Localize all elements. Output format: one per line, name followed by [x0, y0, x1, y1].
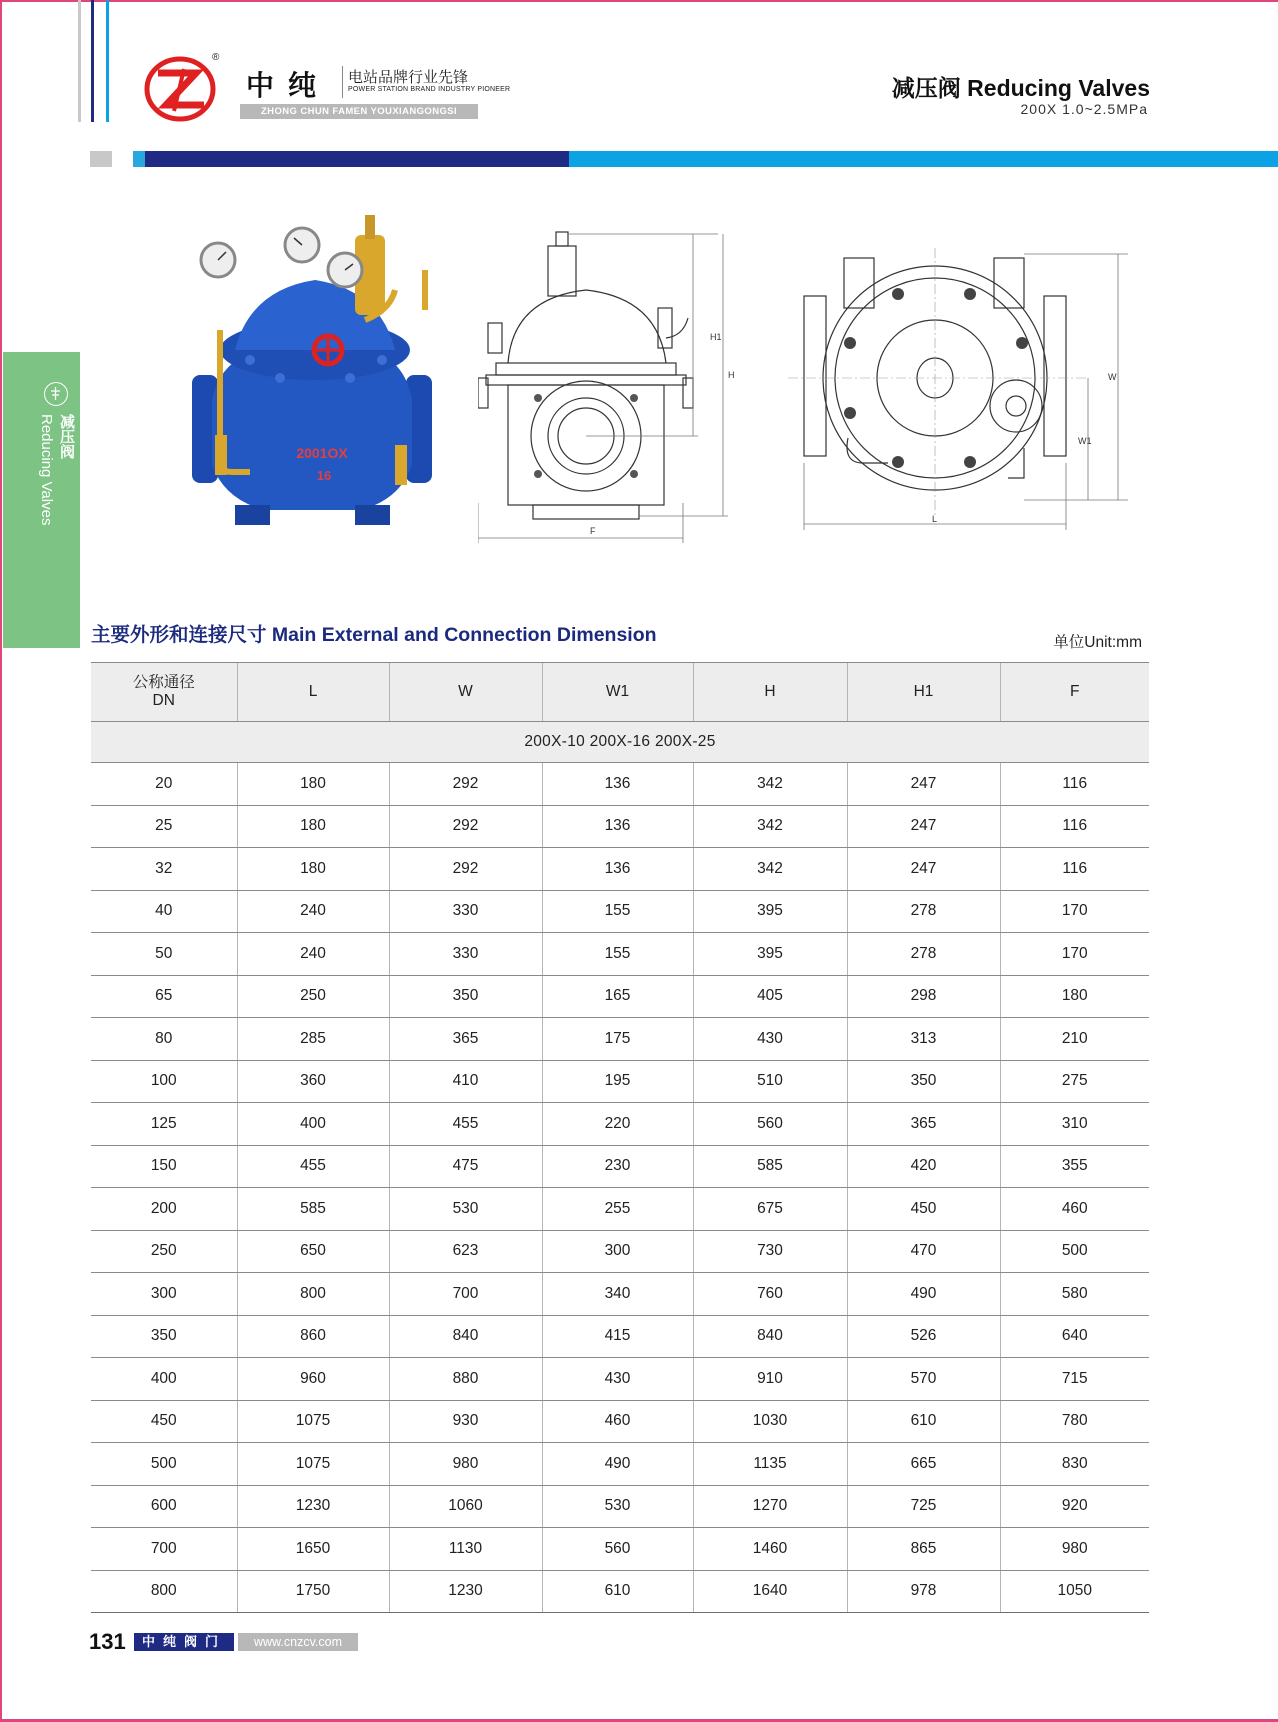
cell-dn: 100 — [91, 1060, 237, 1103]
side-tab-label-en: Reducing Valves — [38, 414, 55, 526]
dim-label-w: W — [1108, 372, 1117, 382]
cell-h: 430 — [693, 1018, 847, 1061]
cell-h1: 526 — [847, 1315, 1000, 1358]
decor-line-grey — [78, 0, 81, 122]
table-row — [91, 1570, 1149, 1613]
cell-f: 500 — [1000, 1230, 1149, 1273]
cell-f: 920 — [1000, 1485, 1149, 1528]
company-name-bar: ZHONG CHUN FAMEN YOUXIANGONGSI — [240, 104, 478, 119]
cell-h1: 278 — [847, 890, 1000, 933]
cell-w: 410 — [389, 1060, 542, 1103]
cell-f: 275 — [1000, 1060, 1149, 1103]
cell-l: 400 — [237, 1103, 389, 1146]
cell-dn: 350 — [91, 1315, 237, 1358]
cell-l: 455 — [237, 1145, 389, 1188]
cell-h: 840 — [693, 1315, 847, 1358]
decor-line-cyan — [106, 0, 109, 122]
cell-w: 365 — [389, 1018, 542, 1061]
cell-h1: 247 — [847, 848, 1000, 891]
table-row — [91, 1485, 1149, 1528]
cell-w: 930 — [389, 1400, 542, 1443]
cell-l: 960 — [237, 1358, 389, 1401]
cell-dn: 25 — [91, 805, 237, 848]
header-dn-cn: 公称通径 — [132, 674, 195, 691]
cell-h1: 865 — [847, 1528, 1000, 1571]
cell-h: 395 — [693, 933, 847, 976]
cell-w1: 610 — [542, 1570, 693, 1613]
header-l: L — [237, 663, 389, 722]
side-tab-label — [36, 414, 76, 544]
cell-h1: 470 — [847, 1230, 1000, 1273]
header-bar-cyan — [569, 151, 1278, 167]
cell-w1: 300 — [542, 1230, 693, 1273]
table-group-row — [91, 722, 1149, 763]
cell-dn: 250 — [91, 1230, 237, 1273]
top-view-illustration — [788, 248, 1128, 538]
cell-w1: 155 — [542, 933, 693, 976]
cell-h1: 247 — [847, 805, 1000, 848]
decor-line-navy — [91, 0, 94, 122]
cell-dn: 20 — [91, 763, 237, 806]
cell-w1: 136 — [542, 848, 693, 891]
cell-w1: 195 — [542, 1060, 693, 1103]
cell-h: 510 — [693, 1060, 847, 1103]
table-row — [91, 1188, 1149, 1231]
table-row — [91, 763, 1149, 806]
cell-w: 1060 — [389, 1485, 542, 1528]
cell-w1: 490 — [542, 1443, 693, 1486]
cell-h1: 420 — [847, 1145, 1000, 1188]
cell-l: 1230 — [237, 1485, 389, 1528]
cell-w1: 175 — [542, 1018, 693, 1061]
page-number: 131 — [89, 1629, 126, 1654]
front-view-drawing — [478, 228, 753, 551]
header-f: F — [1000, 663, 1149, 722]
cell-f: 640 — [1000, 1315, 1149, 1358]
cell-f: 180 — [1000, 975, 1149, 1018]
cell-f: 355 — [1000, 1145, 1149, 1188]
page-title: 减压阀 Reducing Valves — [891, 75, 1150, 101]
cell-l: 180 — [237, 763, 389, 806]
cell-w: 840 — [389, 1315, 542, 1358]
cell-w: 350 — [389, 975, 542, 1018]
dim-label-l: L — [932, 514, 938, 524]
cell-h1: 978 — [847, 1570, 1000, 1613]
header-h1: H1 — [847, 663, 1000, 722]
side-tab-valve-icon — [44, 382, 68, 406]
cell-l: 285 — [237, 1018, 389, 1061]
cell-h1: 450 — [847, 1188, 1000, 1231]
table-row — [91, 1103, 1149, 1146]
header-bar-cyan-small — [133, 151, 145, 167]
cell-dn: 50 — [91, 933, 237, 976]
cell-w: 700 — [389, 1273, 542, 1316]
section-title: 主要外形和连接尺寸 Main External and Connection Dimension — [91, 624, 657, 646]
cell-h1: 247 — [847, 763, 1000, 806]
cell-w: 1130 — [389, 1528, 542, 1571]
cell-h1: 313 — [847, 1018, 1000, 1061]
brand-name: 中纯 — [246, 70, 331, 101]
cell-l: 1750 — [237, 1570, 389, 1613]
side-tab-label-cn: 减压阀 — [58, 414, 75, 459]
cell-w1: 560 — [542, 1528, 693, 1571]
cell-h1: 570 — [847, 1358, 1000, 1401]
model-group-label: 200X-10 200X-16 200X-25 — [91, 722, 1149, 763]
page-frame-left — [0, 0, 2, 1722]
cell-dn: 80 — [91, 1018, 237, 1061]
dimension-table — [91, 662, 1149, 1613]
cell-w1: 530 — [542, 1485, 693, 1528]
cell-dn: 400 — [91, 1358, 237, 1401]
table-row — [91, 1145, 1149, 1188]
cell-h: 1640 — [693, 1570, 847, 1613]
cell-h: 405 — [693, 975, 847, 1018]
valve-photo — [190, 210, 440, 540]
cell-f: 780 — [1000, 1400, 1149, 1443]
cell-l: 1650 — [237, 1528, 389, 1571]
table-row — [91, 1018, 1149, 1061]
logo-divider — [342, 66, 343, 98]
cell-h1: 665 — [847, 1443, 1000, 1486]
table-row — [91, 805, 1149, 848]
cell-w: 330 — [389, 890, 542, 933]
page-subtitle: 200X 1.0~2.5MPa — [1020, 101, 1148, 117]
cell-h: 1460 — [693, 1528, 847, 1571]
cell-h: 342 — [693, 848, 847, 891]
brand-logo — [144, 55, 216, 128]
cell-w1: 460 — [542, 1400, 693, 1443]
cell-h1: 725 — [847, 1485, 1000, 1528]
table-header-row — [91, 663, 1149, 722]
dim-label-h: H — [728, 370, 735, 380]
valve-body-label: 2001OX — [296, 445, 348, 461]
cell-l: 800 — [237, 1273, 389, 1316]
cell-w1: 220 — [542, 1103, 693, 1146]
cell-h: 910 — [693, 1358, 847, 1401]
cell-h: 560 — [693, 1103, 847, 1146]
cell-h1: 365 — [847, 1103, 1000, 1146]
table-row — [91, 1273, 1149, 1316]
cell-l: 1075 — [237, 1400, 389, 1443]
cell-dn: 700 — [91, 1528, 237, 1571]
dim-label-w1: W1 — [1078, 436, 1092, 446]
header-bar-grey — [90, 151, 112, 167]
cell-f: 1050 — [1000, 1570, 1149, 1613]
brand-slogan-cn: 电站品牌行业先锋 — [348, 69, 469, 86]
cell-f: 170 — [1000, 933, 1149, 976]
table-row — [91, 933, 1149, 976]
cell-w1: 155 — [542, 890, 693, 933]
cell-l: 180 — [237, 805, 389, 848]
cell-f: 116 — [1000, 763, 1149, 806]
cell-h: 342 — [693, 805, 847, 848]
cell-w: 980 — [389, 1443, 542, 1486]
cell-dn: 500 — [91, 1443, 237, 1486]
cell-dn: 32 — [91, 848, 237, 891]
cell-h: 1135 — [693, 1443, 847, 1486]
cell-w1: 340 — [542, 1273, 693, 1316]
cell-h: 675 — [693, 1188, 847, 1231]
cell-dn: 800 — [91, 1570, 237, 1613]
cell-w: 475 — [389, 1145, 542, 1188]
cell-w1: 415 — [542, 1315, 693, 1358]
registered-mark: ® — [212, 52, 220, 63]
cell-h: 1030 — [693, 1400, 847, 1443]
cell-h: 585 — [693, 1145, 847, 1188]
cell-f: 116 — [1000, 805, 1149, 848]
cell-h: 342 — [693, 763, 847, 806]
cell-w1: 165 — [542, 975, 693, 1018]
cell-f: 310 — [1000, 1103, 1149, 1146]
cell-h1: 490 — [847, 1273, 1000, 1316]
table-row — [91, 1443, 1149, 1486]
cell-dn: 125 — [91, 1103, 237, 1146]
table-row — [91, 1060, 1149, 1103]
cell-dn: 300 — [91, 1273, 237, 1316]
dim-label-f: F — [590, 526, 596, 536]
cell-w1: 230 — [542, 1145, 693, 1188]
cell-w1: 255 — [542, 1188, 693, 1231]
cell-dn: 40 — [91, 890, 237, 933]
cell-f: 116 — [1000, 848, 1149, 891]
footer-website-link[interactable]: www.cnzcv.com — [238, 1633, 358, 1651]
cell-w: 292 — [389, 763, 542, 806]
table-row — [91, 1528, 1149, 1571]
cell-h1: 350 — [847, 1060, 1000, 1103]
front-view-illustration — [478, 228, 753, 546]
cell-dn: 600 — [91, 1485, 237, 1528]
cell-w: 292 — [389, 848, 542, 891]
header-dn-en: DN — [152, 692, 175, 709]
cell-h: 395 — [693, 890, 847, 933]
table-row — [91, 848, 1149, 891]
cell-dn: 200 — [91, 1188, 237, 1231]
cell-w: 292 — [389, 805, 542, 848]
valve-photo-illustration — [190, 210, 440, 535]
top-view-drawing — [788, 248, 1128, 543]
cell-f: 830 — [1000, 1443, 1149, 1486]
cell-l: 180 — [237, 848, 389, 891]
cell-h: 1270 — [693, 1485, 847, 1528]
cell-l: 240 — [237, 890, 389, 933]
cell-w: 1230 — [389, 1570, 542, 1613]
cell-l: 360 — [237, 1060, 389, 1103]
cell-w: 880 — [389, 1358, 542, 1401]
cell-dn: 450 — [91, 1400, 237, 1443]
cell-h1: 610 — [847, 1400, 1000, 1443]
cell-w: 623 — [389, 1230, 542, 1273]
header-w1: W1 — [542, 663, 693, 722]
cell-f: 580 — [1000, 1273, 1149, 1316]
cell-l: 860 — [237, 1315, 389, 1358]
cell-h1: 278 — [847, 933, 1000, 976]
table-row — [91, 1400, 1149, 1443]
cell-f: 170 — [1000, 890, 1149, 933]
cell-l: 240 — [237, 933, 389, 976]
cell-f: 715 — [1000, 1358, 1149, 1401]
cell-w1: 136 — [542, 763, 693, 806]
zc-logo-icon — [144, 55, 216, 123]
cell-f: 460 — [1000, 1188, 1149, 1231]
unit-label: 单位Unit:mm — [1053, 634, 1142, 651]
table-row — [91, 1315, 1149, 1358]
cell-w1: 430 — [542, 1358, 693, 1401]
cell-f: 210 — [1000, 1018, 1149, 1061]
page-frame-top — [0, 0, 1278, 2]
cell-dn: 150 — [91, 1145, 237, 1188]
cell-l: 650 — [237, 1230, 389, 1273]
cell-dn: 65 — [91, 975, 237, 1018]
cell-h: 760 — [693, 1273, 847, 1316]
cell-w: 455 — [389, 1103, 542, 1146]
cell-l: 1075 — [237, 1443, 389, 1486]
dim-label-h1: H1 — [710, 332, 722, 342]
cell-l: 250 — [237, 975, 389, 1018]
cell-h1: 298 — [847, 975, 1000, 1018]
header-h: H — [693, 663, 847, 722]
cell-f: 980 — [1000, 1528, 1149, 1571]
footer-brand: 中纯阀门 — [134, 1633, 234, 1651]
header-dn — [91, 663, 237, 722]
cell-w: 330 — [389, 933, 542, 976]
table-row — [91, 1358, 1149, 1401]
valve-body-size: 16 — [316, 468, 332, 483]
brand-slogan-en: POWER STATION BRAND INDUSTRY PIONEER — [348, 86, 511, 93]
table-row — [91, 890, 1149, 933]
table-row — [91, 975, 1149, 1018]
header-bar-navy — [145, 151, 569, 167]
cell-h: 730 — [693, 1230, 847, 1273]
cell-l: 585 — [237, 1188, 389, 1231]
table-row — [91, 1230, 1149, 1273]
cell-w: 530 — [389, 1188, 542, 1231]
header-w: W — [389, 663, 542, 722]
cell-w1: 136 — [542, 805, 693, 848]
